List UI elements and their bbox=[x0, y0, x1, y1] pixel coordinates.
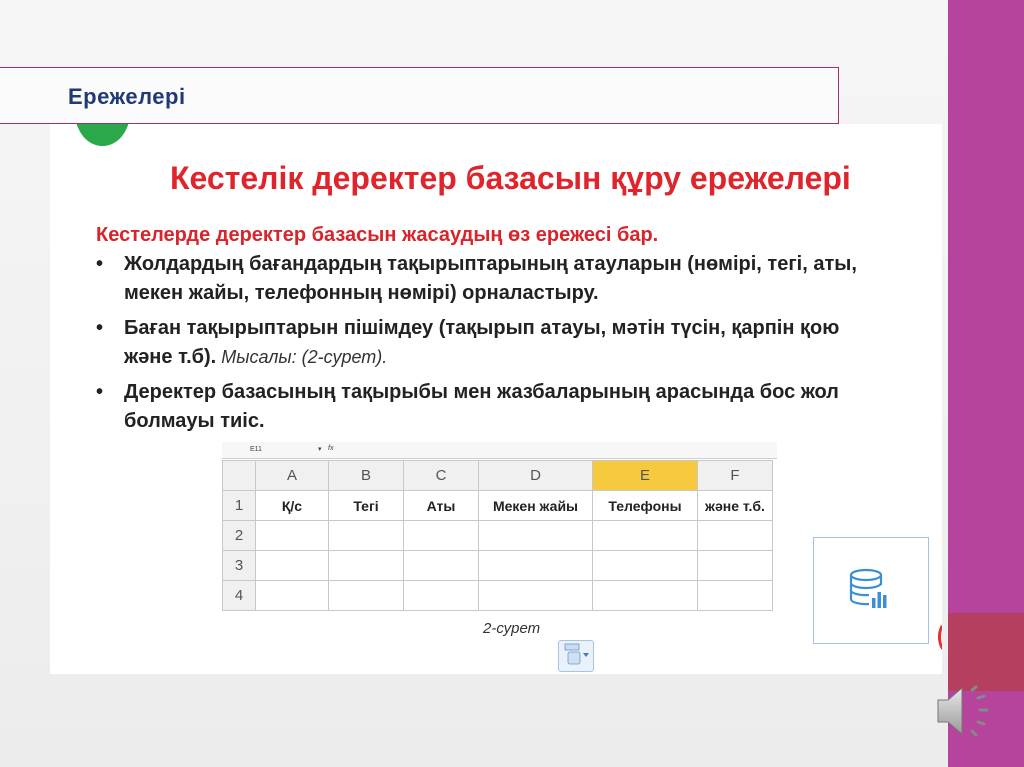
rule-line: Деректер базасының тақырыбы мен жазбаларының арасында бос жол bbox=[124, 381, 839, 403]
table-cell bbox=[329, 551, 404, 581]
rule-line: Жолдардың бағандардың тақырыптарының атауларын (нөмірі, тегі, аты, bbox=[124, 253, 857, 275]
paste-options-button[interactable] bbox=[558, 640, 594, 672]
rule-item bbox=[96, 378, 916, 436]
row-number: 3 bbox=[223, 551, 256, 581]
table-cell: Аты bbox=[404, 491, 479, 521]
rule-line: болмауы тиіс. bbox=[124, 410, 265, 432]
figure-caption: 2-сурет bbox=[483, 620, 541, 637]
content-heading: Кестелік деректер базасын құру ережелері bbox=[170, 160, 851, 196]
table-cell: Мекен жайы bbox=[479, 491, 593, 521]
spreadsheet-example bbox=[222, 442, 777, 610]
table-cell bbox=[329, 521, 404, 551]
rule-example-note: Мысалы: (2-сурет). bbox=[216, 347, 388, 367]
red-arc-decor bbox=[938, 622, 942, 652]
rule-line: Баған тақырыптарын пішімдеу (тақырып атауы, мәтін түсін, қарпін қою bbox=[124, 317, 840, 339]
column-header: D bbox=[479, 461, 593, 491]
rule-item bbox=[96, 314, 916, 372]
name-box: E11 bbox=[250, 446, 262, 453]
table-cell: және т.б. bbox=[698, 491, 773, 521]
content-subheading: Кестелерде деректер базасын жасаудың өз ережесі бар. bbox=[96, 224, 659, 246]
spreadsheet-grid bbox=[222, 460, 773, 611]
green-circle-decor bbox=[75, 124, 130, 146]
table-cell: Тегі bbox=[329, 491, 404, 521]
content-image bbox=[50, 124, 942, 674]
table-cell bbox=[256, 551, 329, 581]
database-chart-icon bbox=[814, 538, 928, 643]
corner-cell bbox=[223, 461, 256, 491]
table-cell bbox=[698, 521, 773, 551]
rule-line: және т.б). bbox=[124, 346, 217, 368]
bullet: • bbox=[96, 253, 104, 275]
slide-title: Ережелері bbox=[68, 84, 186, 109]
table-cell bbox=[404, 521, 479, 551]
table-cell bbox=[698, 551, 773, 581]
table-cell bbox=[256, 521, 329, 551]
formula-bar bbox=[222, 442, 777, 459]
rules-list bbox=[96, 250, 916, 442]
table-cell bbox=[329, 581, 404, 611]
table-cell bbox=[593, 581, 698, 611]
column-header: C bbox=[404, 461, 479, 491]
table-row bbox=[223, 521, 773, 551]
table-cell bbox=[479, 581, 593, 611]
column-header: F bbox=[698, 461, 773, 491]
rule-line: мекен жайы, телефонның нөмірі) орналастыру. bbox=[124, 282, 599, 304]
table-cell bbox=[404, 551, 479, 581]
table-cell bbox=[479, 551, 593, 581]
column-header: A bbox=[256, 461, 329, 491]
table-cell bbox=[256, 581, 329, 611]
table-row bbox=[223, 581, 773, 611]
bullet: • bbox=[96, 381, 104, 403]
database-card bbox=[813, 537, 929, 644]
table-cell bbox=[593, 551, 698, 581]
column-header-row bbox=[223, 461, 773, 491]
table-cell bbox=[593, 521, 698, 551]
table-row bbox=[223, 491, 773, 521]
row-number: 2 bbox=[223, 521, 256, 551]
table-cell: Қ/с bbox=[256, 491, 329, 521]
speaker-icon bbox=[932, 676, 1002, 746]
table-cell bbox=[698, 581, 773, 611]
row-number: 1 bbox=[223, 491, 256, 521]
fx-icon: fx bbox=[328, 445, 334, 452]
column-header-selected: E bbox=[593, 461, 698, 491]
table-cell: Телефоны bbox=[593, 491, 698, 521]
column-header: B bbox=[329, 461, 404, 491]
table-cell bbox=[479, 521, 593, 551]
row-number: 4 bbox=[223, 581, 256, 611]
chevron-down-icon: ▾ bbox=[318, 446, 322, 453]
paste-options-icon bbox=[561, 641, 591, 667]
table-row bbox=[223, 551, 773, 581]
rule-item bbox=[96, 250, 916, 308]
bullet: • bbox=[96, 317, 104, 339]
speaker-button[interactable] bbox=[932, 676, 1002, 746]
table-cell bbox=[404, 581, 479, 611]
